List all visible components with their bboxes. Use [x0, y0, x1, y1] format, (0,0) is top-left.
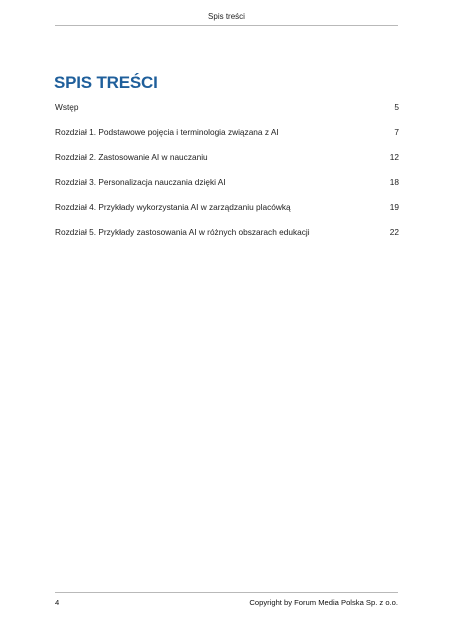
toc-entry-label: Rozdział 4. Przykłady wykorzystania AI w zarządzaniu placówką: [55, 202, 291, 212]
toc-entry-chapter-1[interactable]: [55, 126, 399, 138]
toc-entry-label: Rozdział 1. Podstawowe pojęcia i terminologia związana z AI: [55, 127, 279, 137]
table-of-contents: [55, 101, 399, 251]
toc-entry-page: 19: [389, 202, 399, 212]
running-header-title: Spis treści: [208, 12, 245, 21]
toc-entry-page: 5: [394, 102, 399, 112]
toc-entry-page: 12: [389, 152, 399, 162]
toc-entry-label: Wstęp: [55, 102, 79, 112]
toc-entry-chapter-5[interactable]: [55, 226, 399, 238]
toc-entry-label: Rozdział 3. Personalizacja nauczania dzięki AI: [55, 177, 226, 187]
footer-page-number: 4: [55, 598, 60, 607]
toc-entry-chapter-4[interactable]: [55, 201, 399, 213]
running-header: [55, 12, 398, 26]
toc-entry-chapter-2[interactable]: [55, 151, 399, 163]
toc-entry-label: Rozdział 2. Zastosowanie AI w nauczaniu: [55, 152, 208, 162]
footer-copyright: Copyright by Forum Media Polska Sp. z o.o.: [249, 598, 398, 607]
toc-entry-page: 18: [389, 177, 399, 187]
toc-entry-label: Rozdział 5. Przykłady zastosowania AI w różnych obszarach edukacji: [55, 227, 310, 237]
page-footer: [55, 598, 398, 607]
toc-entry-page: 22: [389, 227, 399, 237]
page-title: SPIS TREŚCI: [54, 73, 158, 92]
toc-entry-chapter-3[interactable]: [55, 176, 399, 188]
toc-entry-page: 7: [394, 127, 399, 137]
footer-divider: [55, 592, 398, 593]
toc-entry-intro[interactable]: [55, 101, 399, 113]
